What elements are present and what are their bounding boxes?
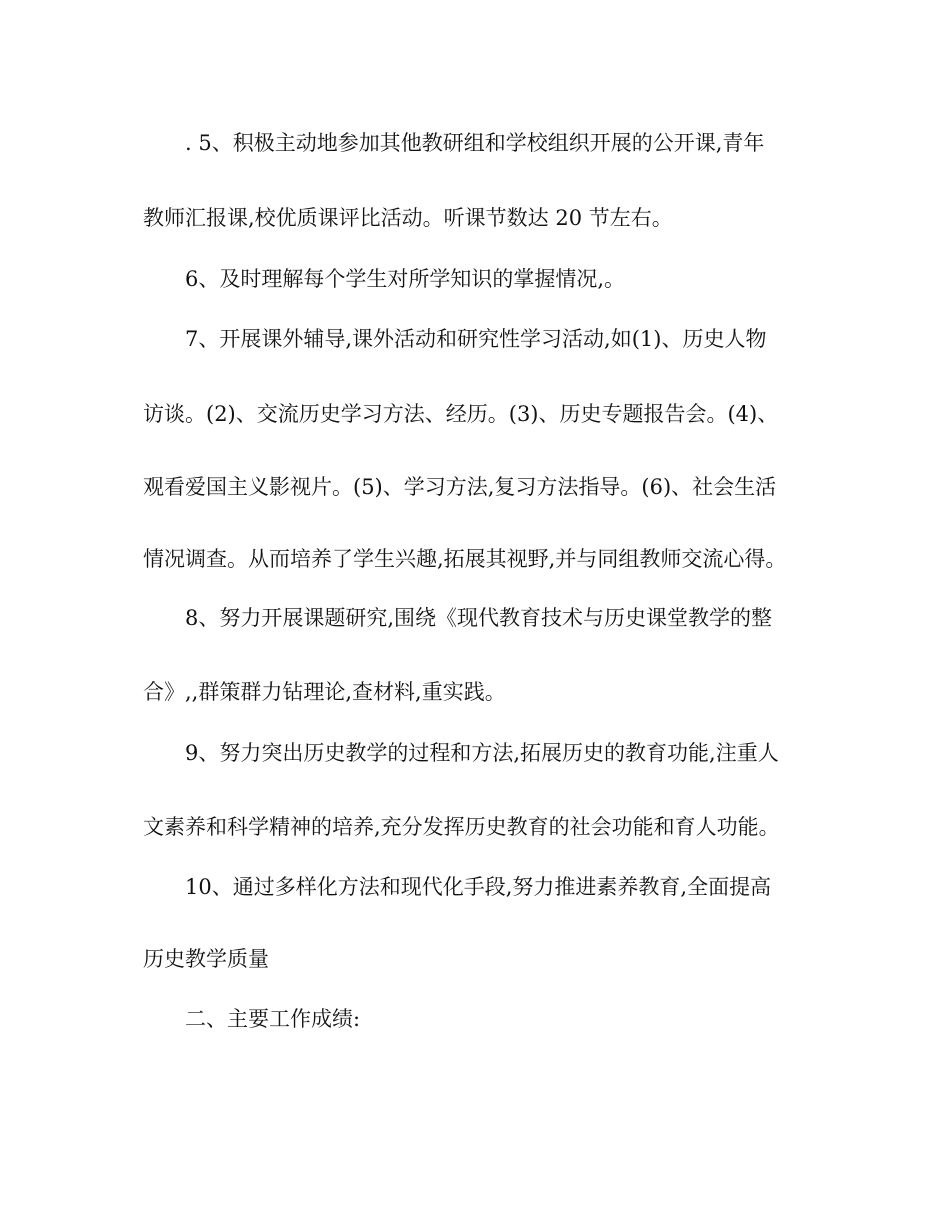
section-heading: 二、主要工作成绩:: [185, 1007, 361, 1031]
text-line: 6、及时理解每个学生对所学知识的掌握情况,。: [185, 267, 626, 291]
text-line: 教师汇报课,校优质课评比活动。听课节数达 20 节左右。: [143, 206, 673, 230]
text-line: 历史教学质量: [143, 947, 269, 971]
text-line: 访谈。(2)、交流历史学习方法、经历。(3)、历史专题报告会。(4)、: [143, 402, 779, 426]
text-line: . 5、积极主动地参加其他教研组和学校组织开展的公开课,青年: [185, 131, 765, 155]
text-line: 7、开展课外辅导,课外活动和研究性学习活动,如(1)、历史人物: [185, 327, 767, 351]
text-line: 文素养和科学精神的培养,充分发挥历史教育的社会功能和育人功能。: [143, 815, 780, 839]
text-line: 情况调查。从而培养了学生兴趣,拓展其视野,并与同组教师交流心得。: [143, 547, 787, 571]
text-line: 8、努力开展课题研究,围绕《现代教育技术与历史课堂教学的整: [185, 606, 773, 630]
text-line: 合》,,群策群力钻理论,查材料,重实践。: [143, 680, 506, 704]
text-line: 9、努力突出历史教学的过程和方法,拓展历史的教育功能,注重人: [185, 741, 779, 765]
text-line: 观看爱国主义影视片。(5)、学习方法,复习方法指导。(6)、社会生活: [143, 475, 777, 499]
text-line: 10、通过多样化方法和现代化手段,努力推进素养教育,全面提高: [185, 875, 772, 899]
